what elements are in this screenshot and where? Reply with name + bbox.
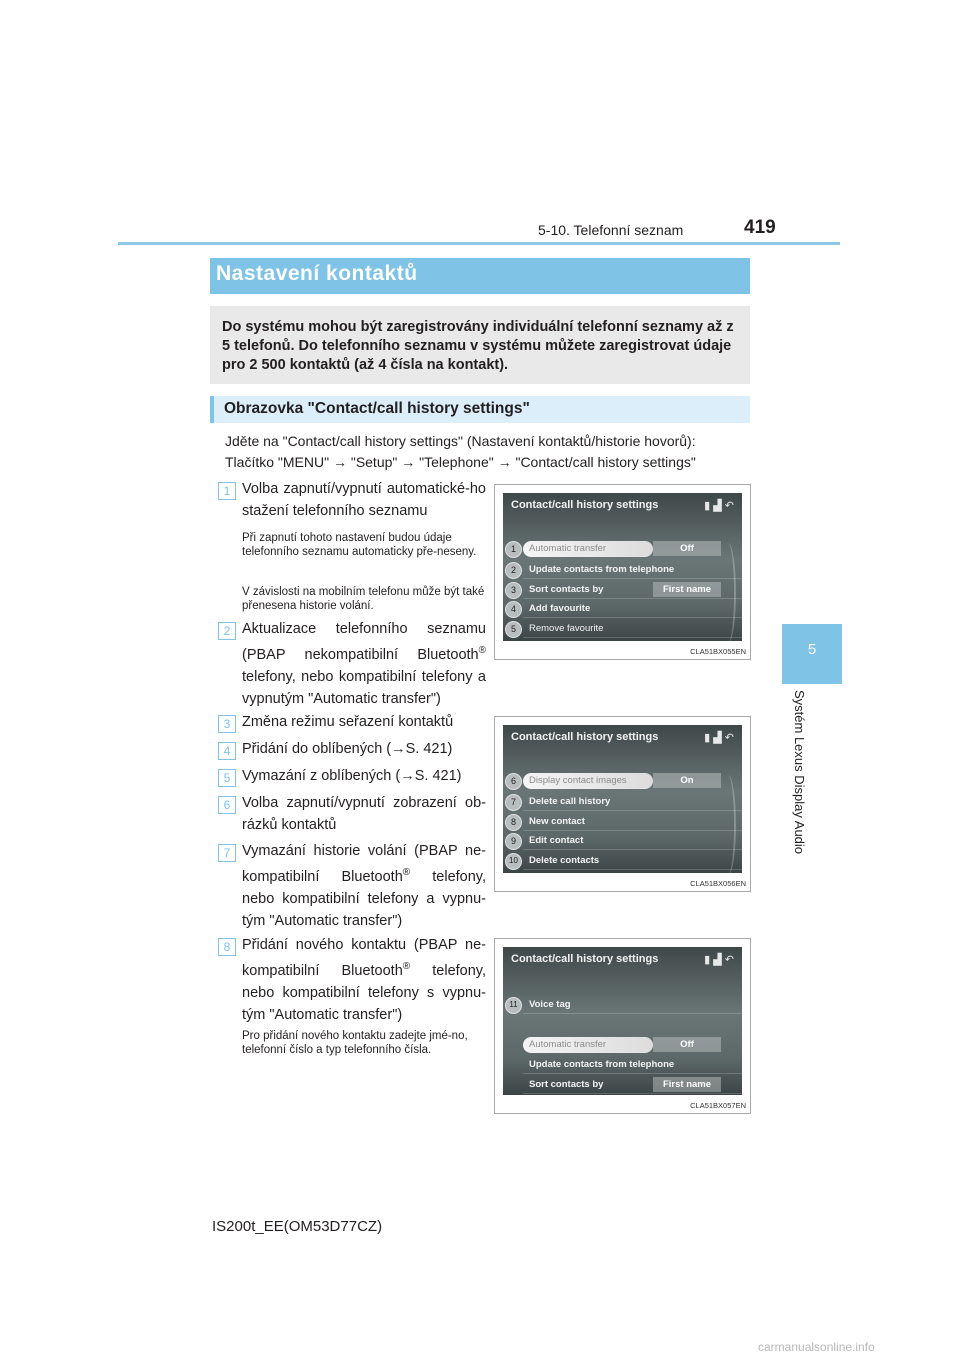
back-icon: ↶ [724,500,734,512]
value-sort-contacts: First name [653,582,721,597]
status-icons [704,731,734,744]
item-text: Přidání nového kontaktu (PBAP ne-kompatibilní Bluetooth® telefony, nebo kompatibilní telefony s vypnu-tým "Automatic transfer") [242,937,486,1023]
callout-badge: 4 [505,601,522,618]
menu-row-edit-contact[interactable]: Edit contact [523,833,742,850]
callout-badge: 9 [505,833,522,850]
item-number: 5 [218,769,236,787]
battery-icon: ▮ [704,732,711,744]
back-icon: ↶ [724,954,734,966]
item-note: Pro přidání nového kontaktu zadejte jmé-no, telefonní číslo a typ telefonního čísla. [242,1030,468,1056]
screen-figure-3 [494,938,751,1114]
item-number: 4 [218,742,236,760]
value-automatic-transfer: Off [653,1037,721,1052]
menu-row-new-contact[interactable]: New contact [523,814,742,831]
item-note: V závislosti na mobilním telefonu může být také přenesena historie volání. [242,586,485,612]
status-icons [704,499,734,512]
menu-row-automatic-transfer[interactable]: Automatic transfer [523,1037,653,1053]
display-screen [503,493,742,641]
nav-line-2: Tlačítko "MENU" → "Setup" → "Telephone" → "Contact/call history settings" [225,454,696,470]
page-title: Nastavení kontaktů [216,262,418,285]
battery-icon: ▮ [704,500,711,512]
page-number: 419 [744,217,776,238]
signal-icon: ▟ [713,954,722,966]
battery-icon: ▮ [704,954,711,966]
item-text: Přidání do oblíbených (→S. 421) [242,741,453,757]
callout-badge: 8 [505,814,522,831]
item-text: Volba zapnutí/vypnutí automatické-ho stažení telefonního seznamu [242,481,486,519]
menu-row-sort-contacts[interactable]: Sort contacts by [523,582,742,599]
item-number: 6 [218,796,236,814]
header-divider [118,242,840,245]
item-number: 7 [218,844,236,862]
menu-row-delete-call-history[interactable]: Delete call history [523,794,742,811]
callout-badge: 3 [505,582,522,599]
value-automatic-transfer: Off [653,541,721,556]
page-title-bar [210,258,750,294]
item-number: 8 [218,938,236,956]
figure-code: CLA51BX055EN [690,647,746,656]
figure-code: CLA51BX056EN [690,879,746,888]
menu-row-display-contact-images[interactable]: Display contact images [523,773,653,789]
menu-row-sort-contacts[interactable]: Sort contacts by [523,1077,742,1094]
section-title: 5-10. Telefonní seznam [538,222,684,238]
menu-row-remove-favourite[interactable]: Remove favourite [523,621,742,638]
chapter-label: Systém Lexus Display Audio [792,690,807,855]
subtitle-bar [210,396,750,423]
callout-badge: 11 [505,997,522,1014]
chapter-number: 5 [807,641,817,658]
callout-badge: 7 [505,794,522,811]
item-number: 2 [218,622,236,640]
screen-title: Contact/call history settings [511,499,659,511]
callout-badge: 5 [505,621,522,638]
callout-badge: 6 [505,773,522,790]
value-sort-contacts: First name [653,1077,721,1092]
footer-model-code: IS200t_EE(OM53D77CZ) [212,1218,383,1235]
signal-icon: ▟ [713,732,722,744]
item-text: Aktualizace telefonního seznamu (PBAP nekompatibilní Bluetooth® telefony, nebo kompatibilní telefony a vypnutým "Automatic transfer") [242,621,486,707]
screen-title: Contact/call history settings [511,731,659,743]
value-display-contact-images: On [653,773,721,788]
display-screen [503,947,742,1095]
screen-figure-2 [494,716,751,892]
menu-row-automatic-transfer[interactable]: Automatic transfer [523,541,653,557]
item-text: Volba zapnutí/vypnutí zobrazení ob-rázků kontaktů [242,795,486,833]
menu-row-voice-tag[interactable]: Voice tag [523,997,742,1014]
menu-row-add-favourite[interactable]: Add favourite [523,601,742,618]
item-text: Změna režimu seřazení kontaktů [242,714,454,730]
intro-text: Do systému mohou být zaregistrovány individuální telefonní seznamy až z 5 telefonů. Do telefonního seznamu v systému můžete zaregistrovat údaje pro 2 500 kontaktů (až 4 čísla na kontakt). [222,319,734,373]
callout-badge: 1 [505,541,522,558]
item-number: 1 [218,482,236,500]
item-text: Vymazání z oblíbených (→S. 421) [242,768,462,784]
item-text: Vymazání historie volání (PBAP ne-kompatibilní Bluetooth® telefony, nebo kompatibilní telefony a vypnu-tým "Automatic transfer") [242,843,486,929]
callout-badge: 2 [505,562,522,579]
intro-box [210,306,750,384]
menu-row-delete-contacts[interactable]: Delete contacts [523,853,742,870]
subtitle: Obrazovka "Contact/call history settings" [224,400,530,417]
navigation-instructions [225,431,750,473]
screen-figure-1 [494,484,751,660]
back-icon: ↶ [724,732,734,744]
status-icons [704,953,734,966]
item-note: Při zapnutí tohoto nastavení budou údaje telefonního seznamu automaticky pře-neseny. [242,532,477,558]
watermark: carmanualsonline.info [758,1340,875,1354]
signal-icon: ▟ [713,500,722,512]
figure-code: CLA51BX057EN [690,1101,746,1110]
display-screen [503,725,742,873]
item-number: 3 [218,715,236,733]
screen-title: Contact/call history settings [511,953,659,965]
nav-line-1: Jděte na "Contact/call history settings" (Nastavení kontaktů/historie hovorů): [225,433,696,449]
chapter-tab [782,624,842,684]
menu-row-update-contacts[interactable]: Update contacts from telephone [523,562,742,579]
menu-row-update-contacts[interactable]: Update contacts from telephone [523,1057,742,1074]
callout-badge: 10 [505,853,522,870]
